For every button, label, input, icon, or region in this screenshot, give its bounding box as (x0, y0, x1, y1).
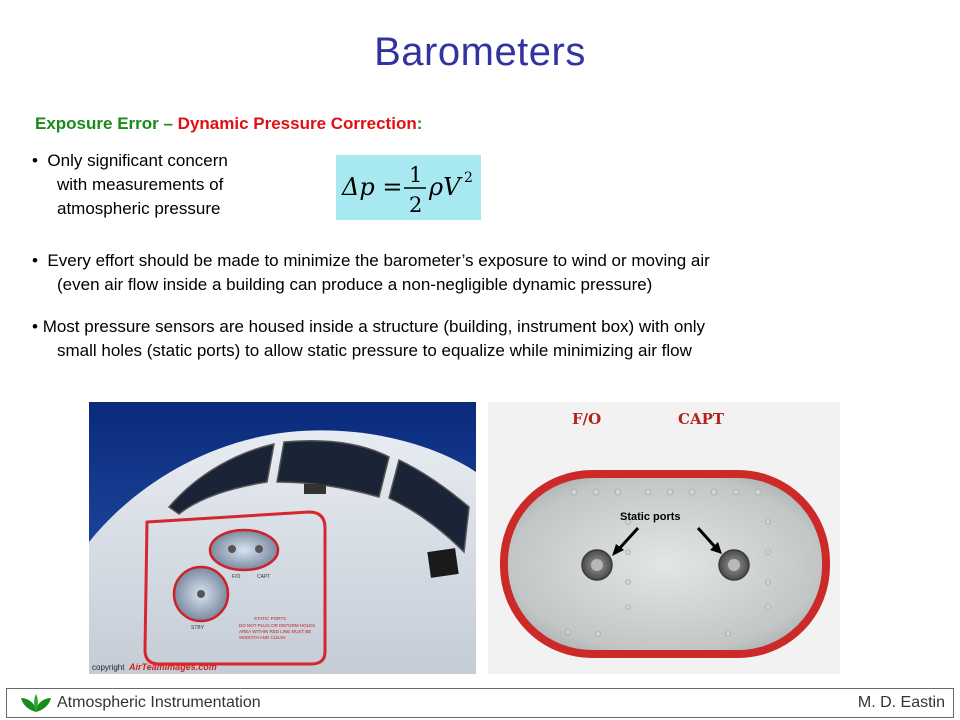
bullet2-line1: Every effort should be made to minimize the barometer’s exposure to wind or moving air (47, 251, 710, 270)
warning-line4: SMOOTH AND CLEAN (239, 635, 286, 640)
warning-line1: STATIC PORTS (254, 616, 287, 621)
bullet1-line2: with measurements of (57, 175, 224, 194)
label-capt-left: CAPT (257, 574, 271, 580)
subtitle-part-2: Dynamic Pressure Correction (177, 114, 417, 133)
bullet-significant-concern (32, 149, 302, 221)
bullet-marker: • (32, 317, 43, 336)
copyright-label: copyright (92, 663, 125, 672)
footer-author: M. D. Eastin (857, 694, 945, 711)
label-stby: STBY (191, 625, 205, 631)
bullet-minimize-exposure (32, 249, 932, 297)
formula-numerator: 1 (409, 163, 423, 187)
subtitle-part-3: : (416, 114, 423, 133)
section-subtitle (35, 114, 422, 134)
bullet1-line1: Only significant concern (47, 151, 228, 170)
bullet2-line2: (even air flow inside a building can produce a non-negligible dynamic pressure) (57, 275, 653, 294)
formula-lhs: Δp = (342, 173, 403, 201)
formula-graphic (336, 155, 481, 220)
footer-course-title: Atmospheric Instrumentation (57, 694, 261, 711)
bullet-marker: • (32, 151, 48, 170)
formula-exponent: 2 (464, 170, 473, 186)
static-ports-image (488, 402, 840, 674)
bullet-static-ports (32, 315, 932, 363)
bullet3-line2: small holes (static ports) to allow static pressure to equalize while minimizing air flow (57, 341, 692, 360)
static-ports-closeup-photo (488, 402, 840, 674)
formula-rhs: ρV (429, 173, 461, 201)
warning-line2: DO NOT PLUG OR DEFORM HOLES (239, 623, 316, 628)
label-fo-left: F/O (232, 574, 241, 580)
aircraft-nose-image (89, 402, 476, 674)
subtitle-part-1: Exposure Error – (35, 114, 178, 133)
bullet1-line3: atmospheric pressure (57, 199, 221, 218)
dynamic-pressure-formula (336, 155, 481, 220)
static-ports-annotation: Static ports (620, 511, 681, 523)
leaf-logo-icon (19, 692, 53, 714)
slide-title: Barometers (374, 30, 586, 74)
aircraft-nose-photo (89, 402, 476, 674)
warning-line3: AREA WITHIN RED LINE MUST BE (239, 629, 312, 634)
bullet3-line1: Most pressure sensors are housed inside a structure (building, instrument box) with only (42, 317, 706, 336)
label-capt-right: CAPT (678, 410, 725, 428)
label-fo-right: F/O (572, 410, 602, 428)
photo-watermark: AirTeamImages.com (129, 662, 217, 672)
formula-denominator: 2 (409, 193, 423, 217)
bullet-marker: • (32, 251, 48, 270)
slide-footer (6, 688, 954, 718)
